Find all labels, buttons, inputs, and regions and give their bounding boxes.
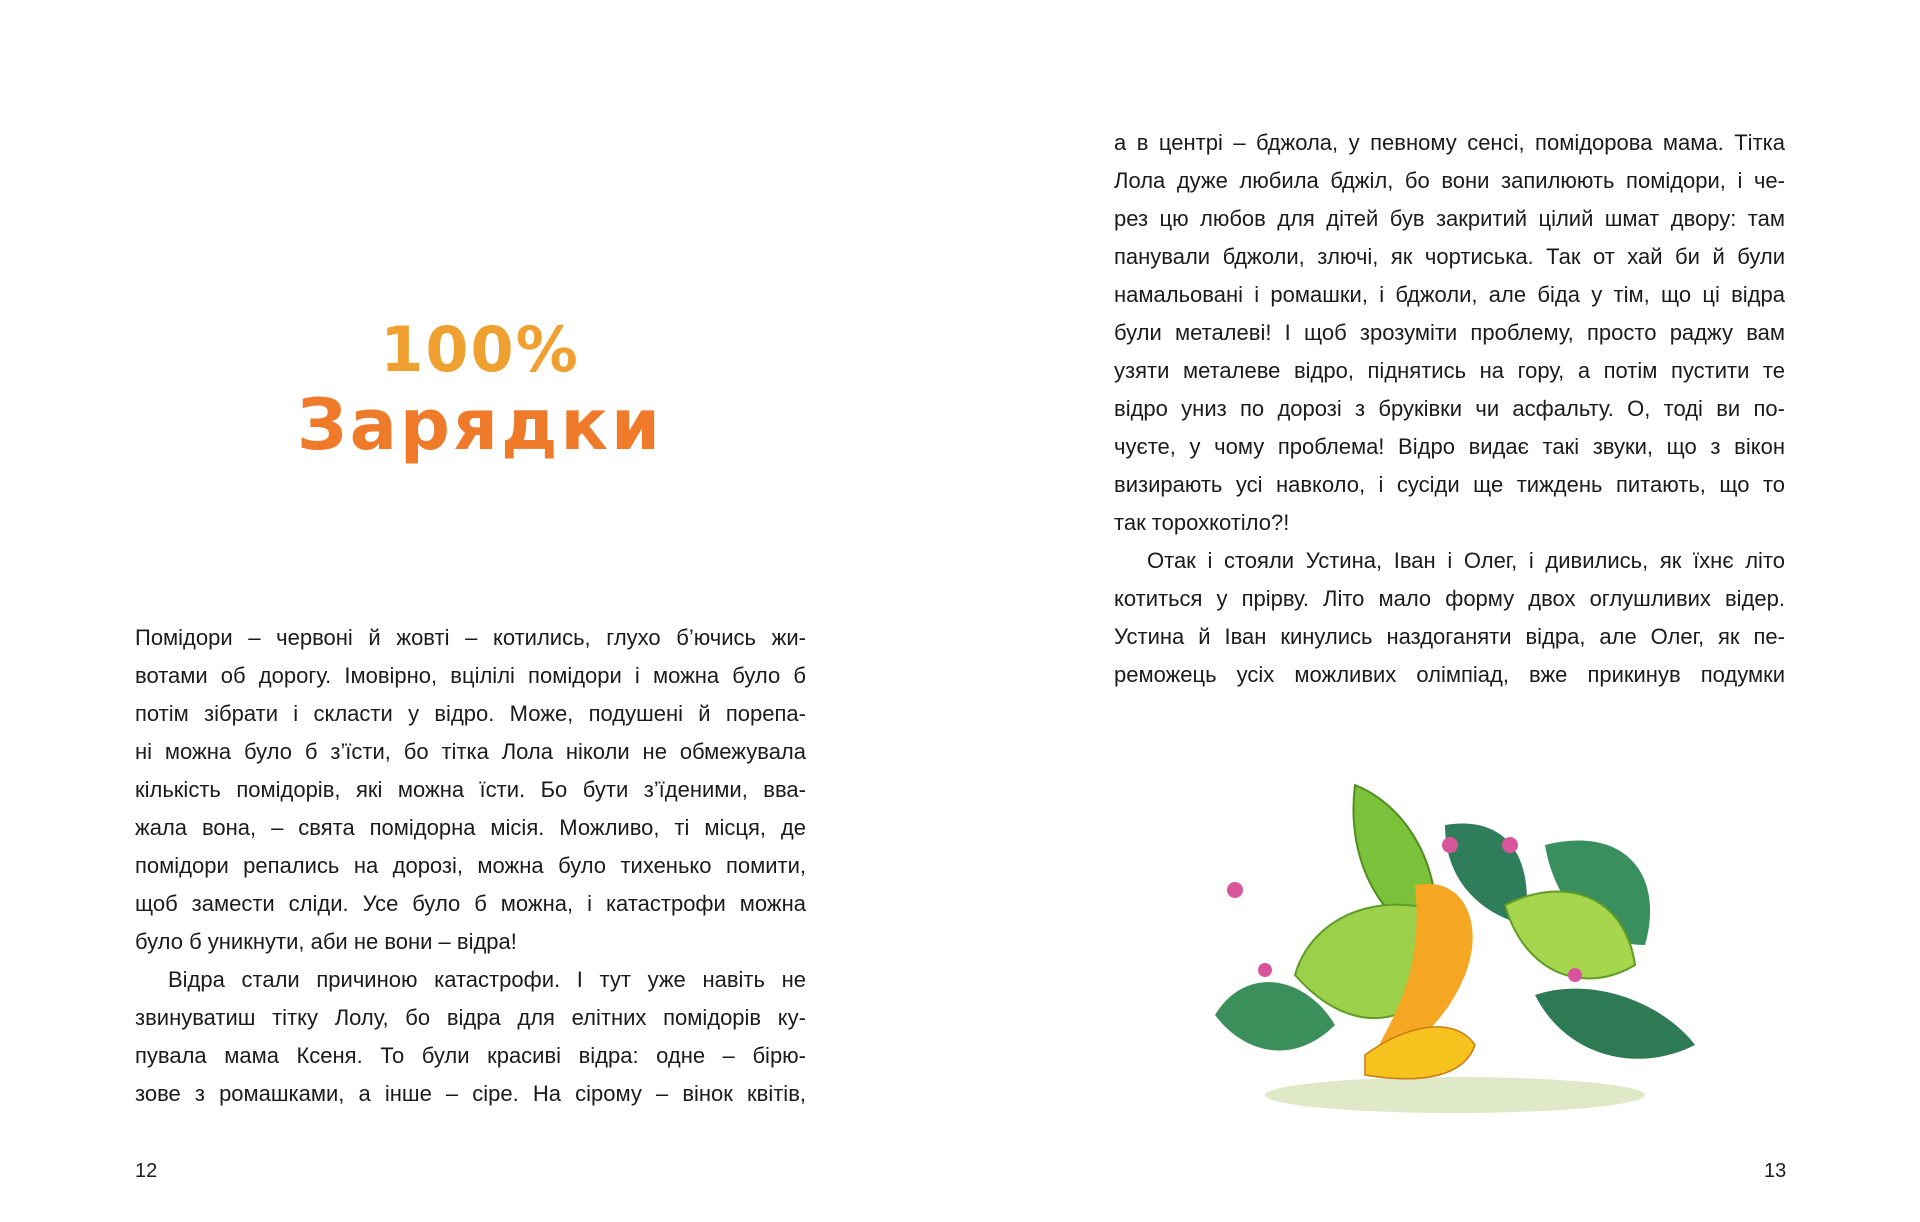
text-line: Лола дуже любила бджіл, бо вони запилюють помідори, і че- [1114,168,1785,193]
text-line: а в центрі – бджола, у певному сенсі, помідорова мама. Тітка [1114,130,1785,155]
text-line: було б уникнути, аби не вони – відра! [135,929,517,954]
leaf [1535,989,1695,1059]
text-line: так торохкотіло?! [1114,510,1290,535]
page-number-left: 12 [135,1160,158,1182]
chapter-title-line2: Зарядки [296,384,664,466]
text-line: відро униз по дорозі з бруківки чи асфальту. О, тоді ви по- [1114,396,1785,421]
right-page-text [1114,124,1785,694]
fox-head [1365,1027,1475,1079]
text-line: зове з ромашками, а інше – сіре. На сірому – вінок квітів, [135,1081,806,1106]
text-line: були металеві! І щоб зрозуміти проблему, просто раджу вам [1114,320,1785,345]
text-line: чуєте, у чому проблема! Відро видає такі звуки, що з вікон [1114,434,1785,459]
thistle-flower [1258,963,1272,977]
text-line: щоб замести сліди. Усе було б можна, і катастрофи можна [135,891,806,916]
fox-in-leaves-illustration [1205,725,1705,1125]
text-line: визирають усі навколо, і сусіди ще тиждень питають, що то [1114,472,1785,497]
text-line: Помідори – червоні й жовті – котились, глухо б’ючись жи- [135,625,806,650]
text-line: вотами об дорогу. Імовірно, вцілілі помідори і можна було б [135,663,806,688]
text-line: Отак і стояли Устина, Іван і Олег, і дивились, як їхнє літо [1147,548,1785,573]
text-line: Устина й Іван кинулись наздоганяти відра, але Олег, як пе- [1114,624,1785,649]
text-line: панували бджоли, злючі, як чортиська. Так от хай би й були [1114,244,1785,269]
thistle-flower [1442,837,1458,853]
text-line: кількість помідорів, які можна їсти. Бо бути з’їденими, вва- [135,777,806,802]
text-line: жала вона, – свята помідорна місія. Можливо, ті місця, де [135,815,806,840]
thistle-flower [1227,882,1243,898]
text-line: намальовані і ромашки, і бджоли, але біда у тім, що ці відра [1114,282,1785,307]
text-line: потім зібрати і скласти у відро. Може, подушені й порепа- [135,701,806,726]
grass-shadow [1265,1077,1645,1113]
chapter-title-line1: 100% [380,313,580,386]
text-line: ні можна було б з’їсти, бо тітка Лола ніколи не обмежувала [135,739,806,764]
left-page-text [135,619,806,1113]
text-line: звинуватиш тітку Лолу, бо відра для елітних помідорів ку- [135,1005,806,1030]
text-line: котиться у прірву. Літо мало форму двох оглушливих відер. [1114,586,1785,611]
text-line: помідори репались на дорозі, можна було тихенько помити, [135,853,806,878]
text-line: реможець усіх можливих олімпіад, вже прикинув подумки [1114,662,1785,687]
text-line: узяти металеве відро, піднятись на гору, а потім пустити те [1114,358,1785,383]
page-number-right: 13 [1764,1160,1787,1182]
text-line: Відра стали причиною катастрофи. І тут уже навіть не [168,967,806,992]
chapter-title [290,315,670,465]
text-line: рез цю любов для дітей був закритий цілий шмат двору: там [1114,206,1785,231]
thistle-flower [1568,968,1582,982]
text-line: пувала мама Ксеня. То були красиві відра: одне – бірю- [135,1043,806,1068]
thistle-flower [1502,837,1518,853]
